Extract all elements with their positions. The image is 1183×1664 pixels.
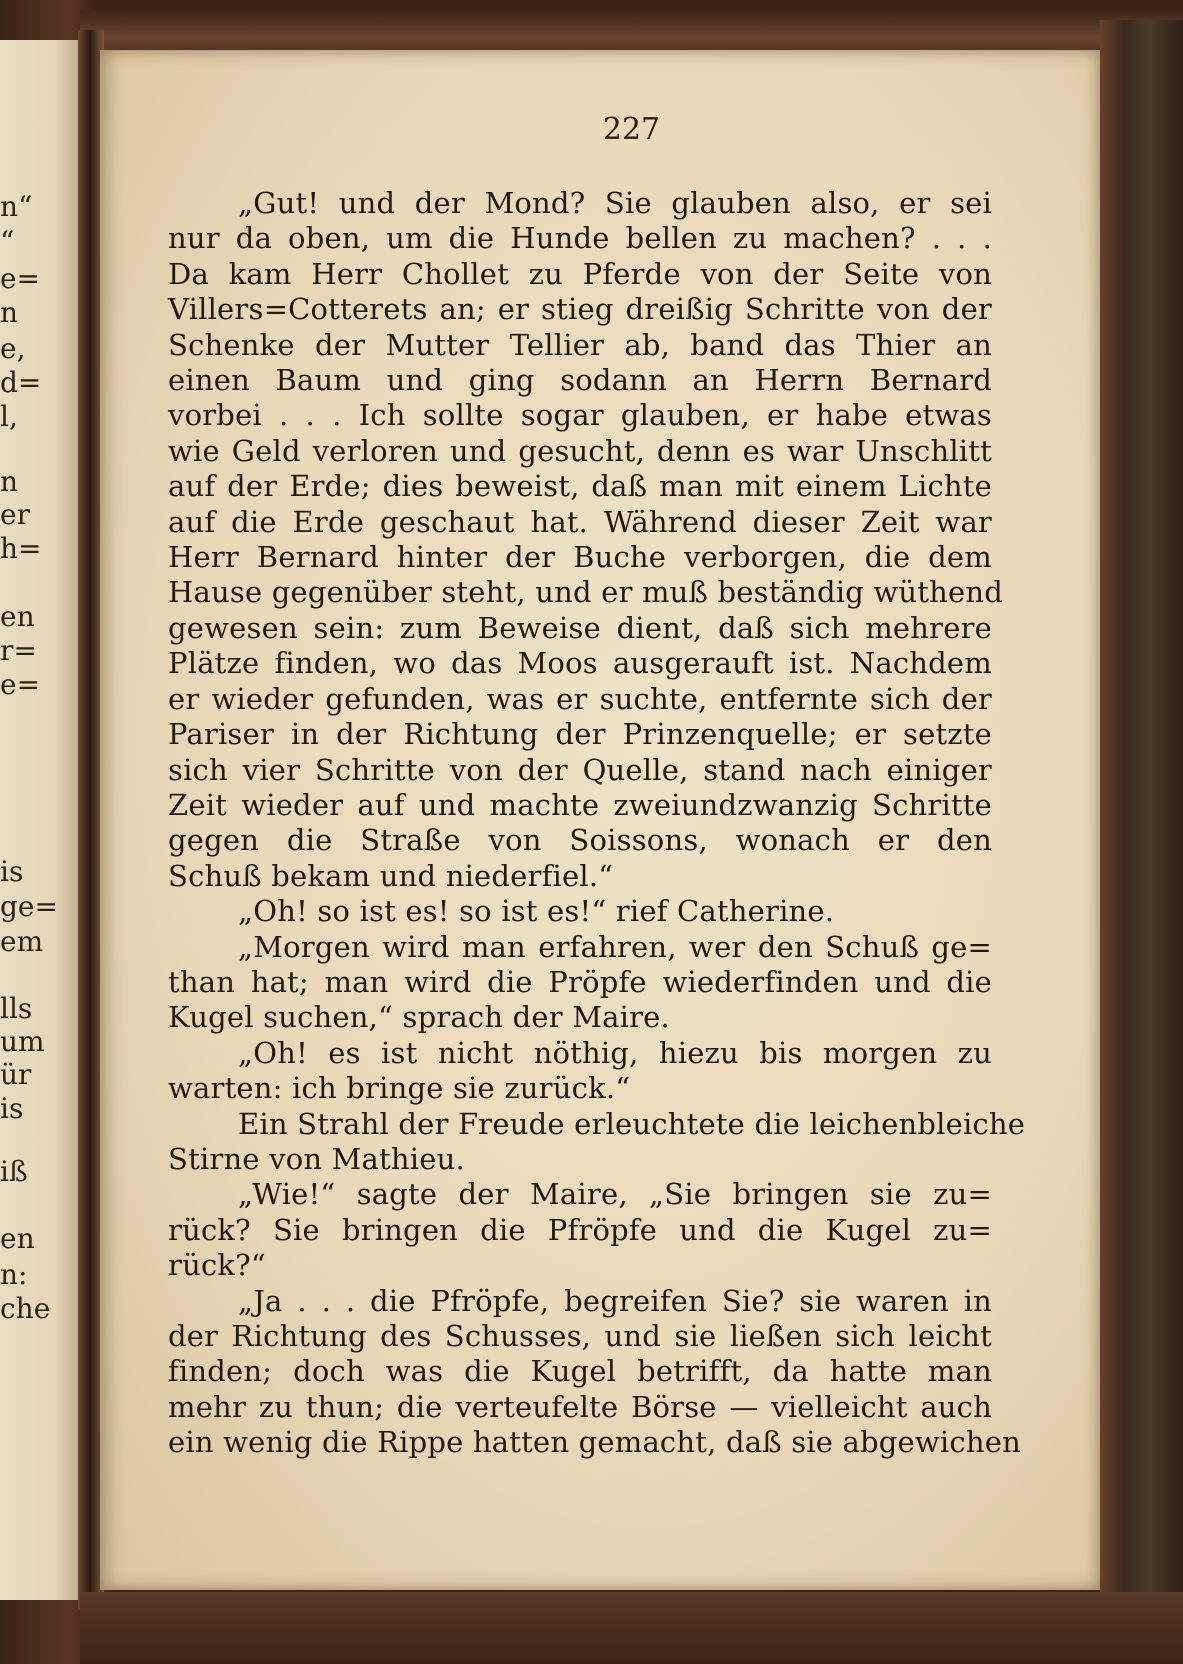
text-line: Da kam Herr Chollet zu Pferde von der Seite von xyxy=(168,256,992,291)
left-page-fragment: n“ xyxy=(0,190,33,223)
text-line: auf der Erde; dies beweist, daß man mit einem Lichte xyxy=(168,469,992,504)
left-page-fragment: e= xyxy=(0,668,41,701)
text-line: vorbei . . . Ich sollte sogar glauben, er habe etwas xyxy=(168,398,992,433)
text-line: gewesen sein: zum Beweise dient, daß sich mehrere xyxy=(168,610,992,645)
left-page-fragment: “ xyxy=(0,225,15,258)
text-line: „Morgen wird man erfahren, wer den Schuß ge= xyxy=(238,929,992,964)
text-line: ein wenig die Rippe hatten gemacht, daß sie abgewichen xyxy=(168,1425,1021,1460)
text-line: Hause gegenüber steht, und er muß beständig wüthend xyxy=(168,575,1004,610)
text-line: Plätze finden, wo das Moos ausgerauft ist. Nachdem xyxy=(168,646,992,681)
left-page-text-fragments xyxy=(0,40,78,1600)
text-line: rück? Sie bringen die Pfröpfe und die Kugel zu= xyxy=(168,1212,992,1247)
text-line: mehr zu thun; die verteufelte Börse — vielleicht auch xyxy=(168,1389,992,1424)
left-page-fragment: er xyxy=(0,498,30,531)
cover-top-edge xyxy=(80,10,1183,55)
text-line: „Gut! und der Mond? Sie glauben also, er sei xyxy=(238,186,992,220)
left-page-fragment: e, xyxy=(0,332,26,365)
left-page-fragment: en xyxy=(0,1222,35,1255)
left-page-fragment: che xyxy=(0,1292,51,1325)
left-page-fragment: lls xyxy=(0,992,33,1025)
text-line: Pariser in der Richtung der Prinzenquelle; er setzte xyxy=(168,717,992,752)
left-page-fragment: l, xyxy=(0,400,18,433)
left-page-fragment: h= xyxy=(0,532,42,565)
text-line: der Richtung des Schusses, und sie ließen sich leicht xyxy=(168,1319,992,1353)
text-line: einen Baum und ging sodann an Herrn Bernard xyxy=(168,363,992,398)
text-line: nur da oben, um die Hunde bellen zu machen? . . . xyxy=(168,221,992,256)
text-line: „Oh! es ist nicht nöthig, hiezu bis morgen zu xyxy=(238,1035,992,1070)
text-line: er wieder gefunden, was er suchte, entfernte sich der xyxy=(168,681,992,716)
body-text xyxy=(168,186,1026,1461)
text-line: „Ja . . . die Pfröpfe, begreifen Sie? sie waren in xyxy=(238,1283,992,1318)
text-line: Zeit wieder auf und machte zweiundzwanzig Schritte xyxy=(168,787,992,822)
left-page-fragment: n xyxy=(0,296,19,329)
text-line: Villers=Cotterets an; er stieg dreißig Schritte von der xyxy=(168,292,992,327)
left-page-fragment: iß xyxy=(0,1155,28,1188)
left-page-fragment: en xyxy=(0,600,35,633)
text-line: Ein Strahl der Freude erleuchtete die leichenbleiche xyxy=(238,1106,1026,1141)
text-line: Kugel suchen,“ sprach der Maire. xyxy=(168,1000,670,1035)
left-page-fragment: ge= xyxy=(0,890,58,923)
left-page-edge xyxy=(0,40,78,1600)
text-line: Schenke der Mutter Tellier ab, band das Thier an xyxy=(168,327,992,362)
text-line: „Wie!“ sagte der Maire, „Sie bringen sie zu= xyxy=(238,1177,992,1212)
text-line: Stirne von Mathieu. xyxy=(168,1141,465,1176)
text-line: than hat; man wird die Pröpfe wiederfinden und die xyxy=(168,964,992,999)
text-line: wie Geld verloren und gesucht, denn es war Unschlitt xyxy=(168,433,992,468)
cover-right-edge xyxy=(1100,20,1183,1650)
text-line: sich vier Schritte von der Quelle, stand nach einiger xyxy=(168,752,992,787)
left-page-fragment: d= xyxy=(0,366,42,399)
text-line: rück?“ xyxy=(168,1248,266,1283)
left-page-fragment: n xyxy=(0,465,19,498)
text-line: finden; doch was die Kugel betrifft, da hatte man xyxy=(168,1354,992,1389)
left-page-fragment: is xyxy=(0,1092,24,1125)
text-line: warten: ich bringe sie zurück.“ xyxy=(168,1071,631,1106)
text-line: Herr Bernard hinter der Buche verborgen, die dem xyxy=(168,540,992,575)
text-line: auf die Erde geschaut hat. Während dieser Zeit war xyxy=(168,504,992,539)
text-line: „Oh! so ist es! so ist es!“ rief Catherine. xyxy=(238,894,835,929)
left-page-fragment: is xyxy=(0,855,24,888)
left-page-fragment: e= xyxy=(0,262,41,295)
left-page-fragment: um xyxy=(0,1025,45,1058)
left-page-fragment: em xyxy=(0,925,44,958)
left-page-fragment: r= xyxy=(0,634,37,667)
text-line: gegen die Straße von Soissons, wonach er den xyxy=(168,823,992,858)
left-page-fragment: n: xyxy=(0,1258,28,1291)
cover-bottom-edge xyxy=(80,1592,1183,1664)
text-line: Schuß bekam und niederfiel.“ xyxy=(168,858,614,893)
page-number: 227 xyxy=(602,112,661,147)
left-page-fragment: ür xyxy=(0,1058,32,1091)
